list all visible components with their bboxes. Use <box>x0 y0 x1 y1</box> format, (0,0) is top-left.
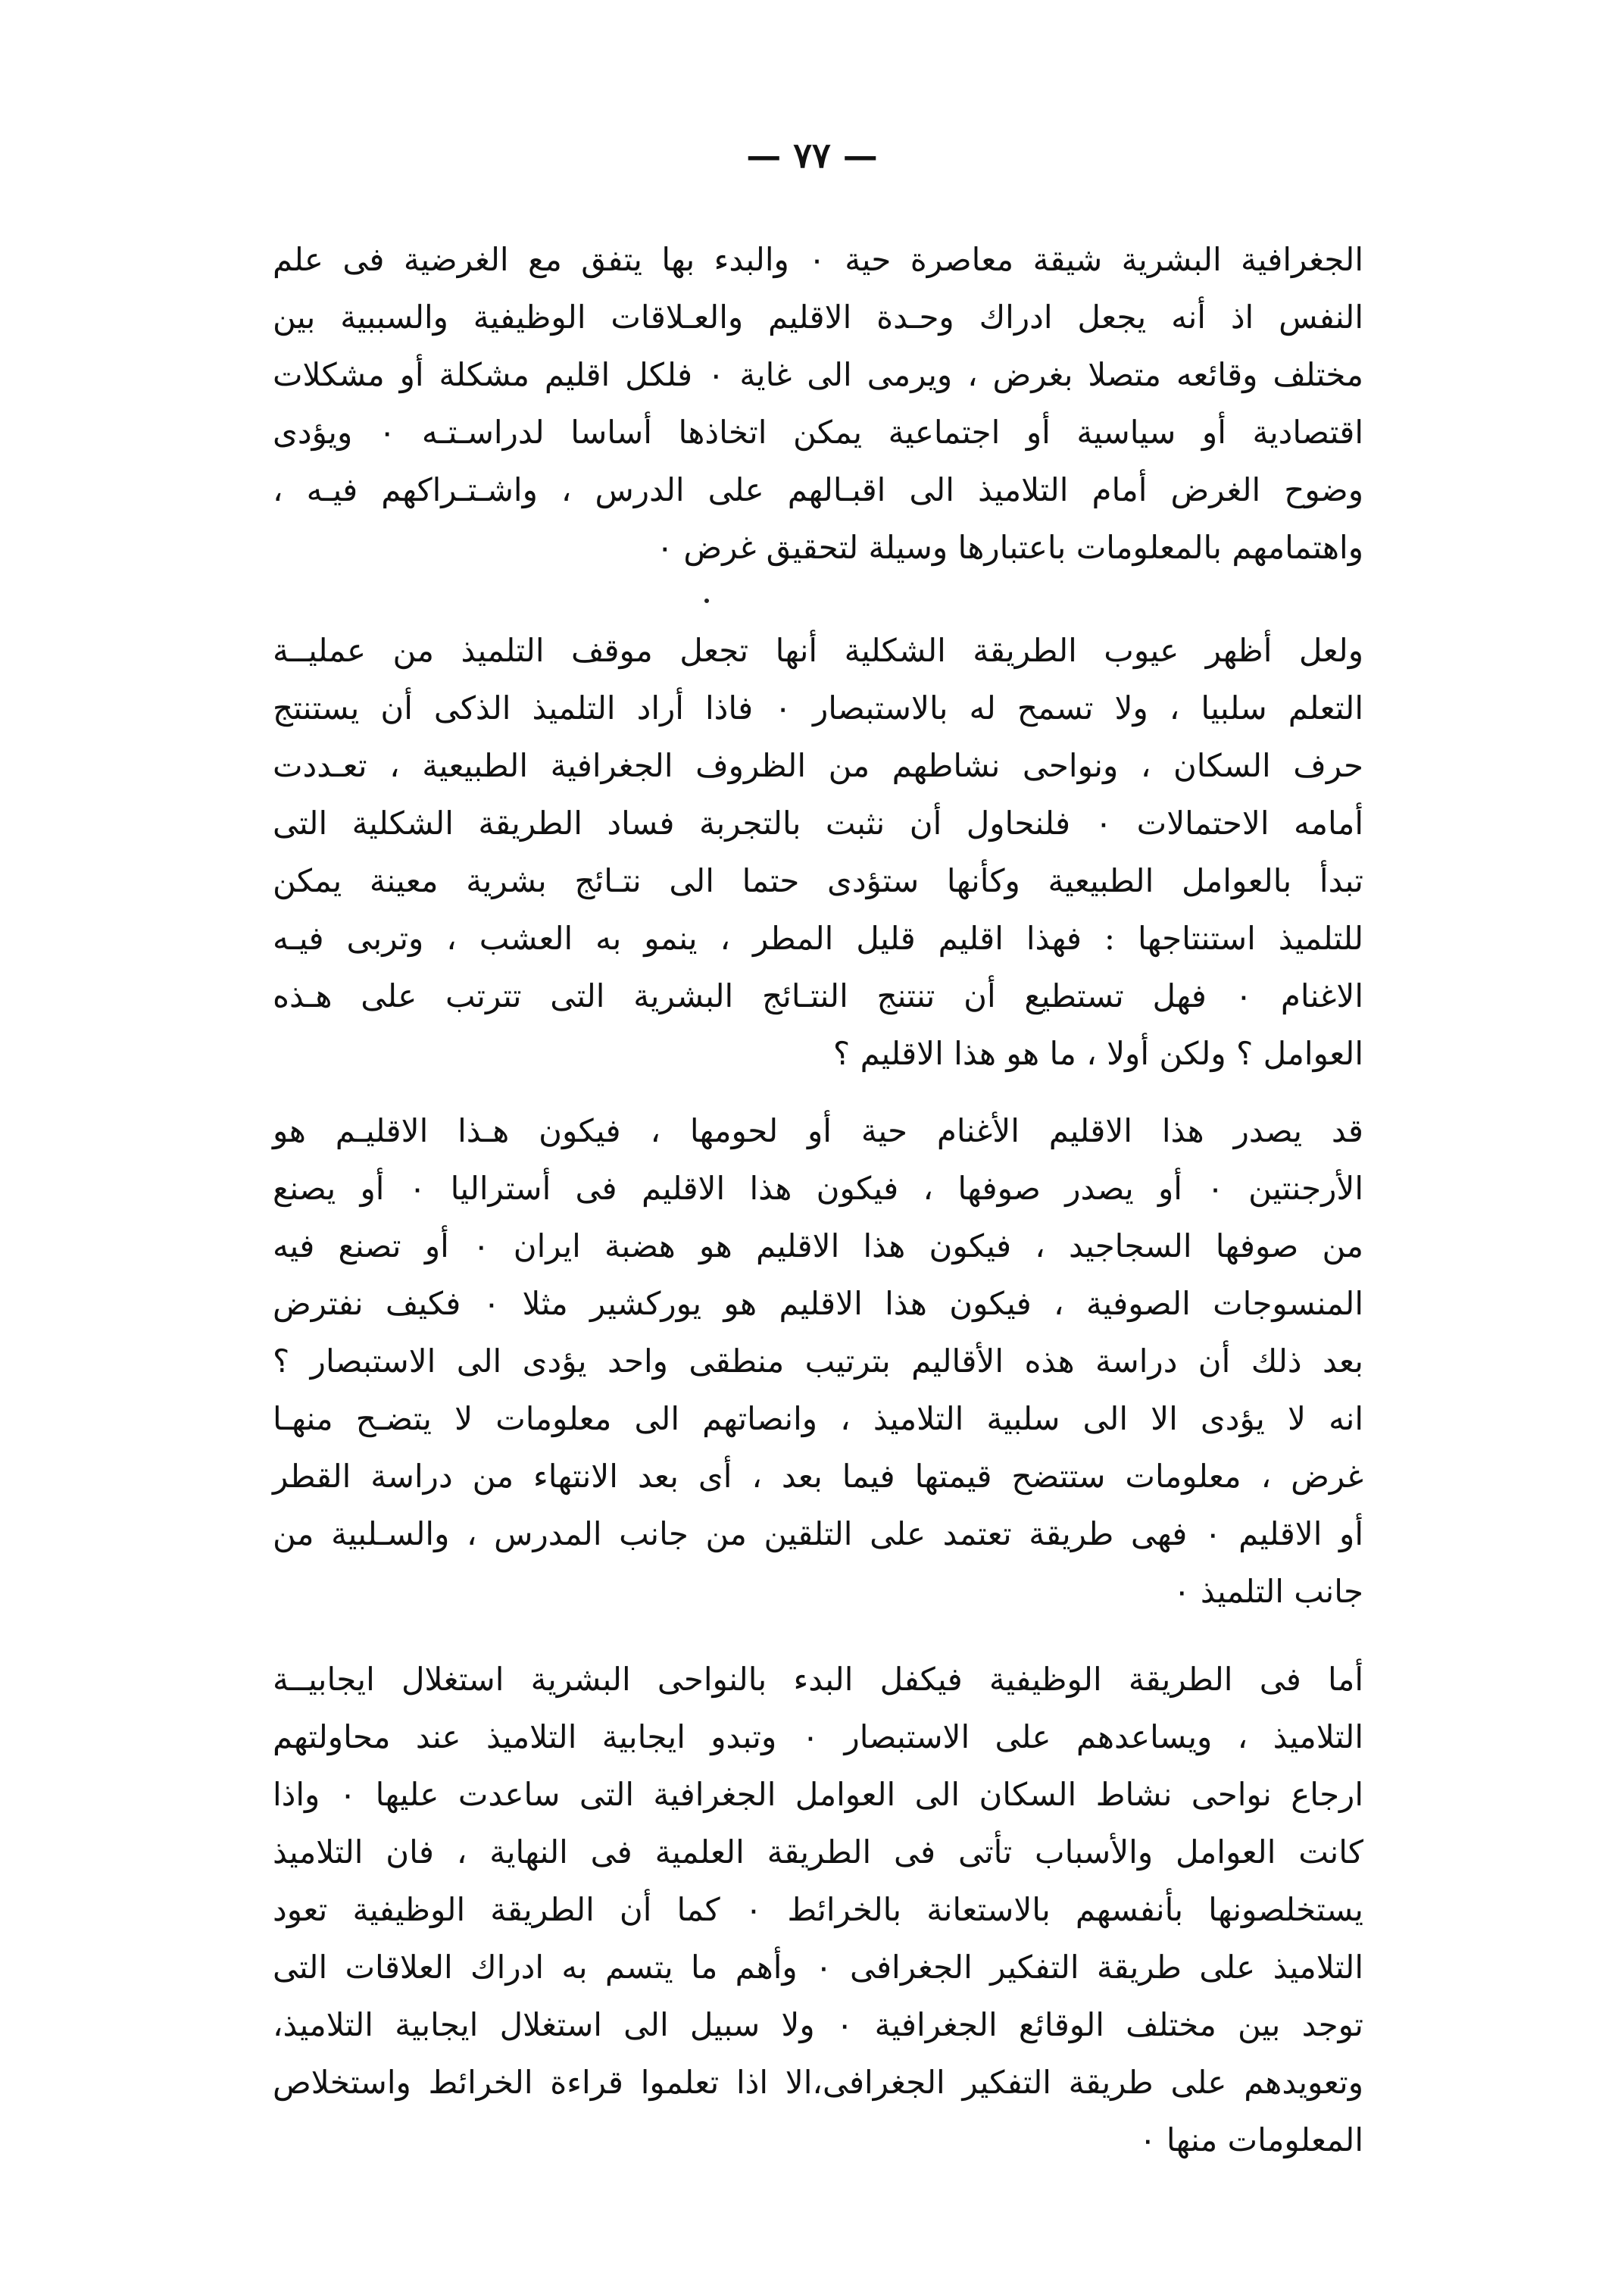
paragraph-line: أما فى الطريقة الوظيفية فيكفل البدء بالنواحى البشرية استغلال ايجابيــة <box>273 1661 1363 1698</box>
paragraph-line: التلاميذ ، ويساعدهم على الاستبصار ٠ وتبدو ايجابية التلاميذ عند محاولتهم <box>273 1718 1363 1755</box>
paragraph-line: تبدأ بالعوامل الطبيعية وكأنها ستؤدى حتما الى نتـائج بشرية معينة يمكن <box>273 862 1363 899</box>
paragraph-line: المنسوجات الصوفية ، فيكون هذا الاقليم هو يوركشير مثلا ٠ فكيف نفترض <box>273 1285 1363 1322</box>
paragraph-line: كانت العوامل والأسباب تأتى فى الطريقة العلمية فى النهاية ، فان التلاميذ <box>273 1833 1363 1871</box>
paragraph-line: جانب التلميذ ٠ <box>1173 1573 1363 1610</box>
paragraph-line: مختلف وقائعه متصلا بغرض ، ويرمى الى غاية ٠ فلكل اقليم مشكلة أو مشكلات <box>273 356 1363 393</box>
paragraph-line: واهتمامهم بالمعلومات باعتبارها وسيلة لتحقيق غرض ٠ <box>656 529 1363 566</box>
page-number: — ٧٧ — <box>746 135 878 176</box>
paragraph-line: وتعويدهم على طريقة التفكير الجغرافى،الا اذا تعلموا قراءة الخرائط واستخلاص <box>273 2064 1363 2101</box>
paragraph-line: ارجاع نواحى نشاط السكان الى العوامل الجغرافية التى ساعدت عليها ٠ واذا <box>273 1776 1363 1813</box>
paragraph-line: الاغنام ٠ فهل تستطيع أن تنتنج النتـائج البشرية التى تترتب على هـذه <box>273 977 1363 1014</box>
paragraph-line: بعد ذلك أن دراسة هذه الأقاليم بترتيب منطقى واحد يؤدى الى الاستبصار ؟ <box>273 1342 1363 1380</box>
paragraph-4 <box>273 1661 1364 2182</box>
paragraph-line: وضوح الغرض أمام التلاميذ الى اقبـالهم على الدرس ، واشـتـراكهم فيـه ، <box>273 471 1363 508</box>
paragraph-line: النفس اذ أنه يجعل ادراك وحـدة الاقليم والعـلاقات الوظيفية والسببية بين <box>273 298 1364 336</box>
paragraph-line: ولعل أظهر عيوب الطريقة الشكلية أنها تجعل موقف التلميذ من عمليــة <box>273 632 1363 669</box>
paragraph-line: أو الاقليم ٠ فهى طريقة تعتمد على التلقين من جانب المدرس ، والسـلبية من <box>273 1515 1363 1552</box>
paragraph-3 <box>273 1112 1364 1633</box>
paragraph-line: المعلومات منها ٠ <box>1138 2121 1363 2158</box>
paragraph-line: حرف السكان ، ونواحى نشاطهم من الظروف الجغرافية الطبيعية ، تعـددت <box>273 747 1363 784</box>
paragraph-line: أمامه الاحتمالات ٠ فلنحاول أن نثبت بالتجربة فساد الطريقة الشكلية التى <box>273 805 1363 842</box>
paragraph-2 <box>273 632 1364 1095</box>
paragraph-line: العوامل ؟ ولكن أولا ، ما هو هذا الاقليم ؟ <box>832 1035 1363 1072</box>
paragraph-line: غرض ، معلومات ستتضح قيمتها فيما بعد ، أى بعد الانتهاء من دراسة القطر <box>273 1458 1363 1495</box>
paragraph-line: التلاميذ على طريقة التفكير الجغرافى ٠ وأهم ما يتسم به ادراك العلاقات التى <box>273 1949 1364 1986</box>
paragraph-line: التعلم سلبيا ، ولا تسمح له بالاستبصار ٠ فاذا أراد التلميذ الذكى أن يستنتج <box>273 689 1363 727</box>
paragraph-line: الجغرافية البشرية شيقة معاصرة حية ٠ والبدء بها يتفق مع الغرضية فى علم <box>273 241 1364 278</box>
paragraph-line: من صوفها السجاجيد ، فيكون هذا الاقليم هو هضبة ايران ٠ أو تصنع فيه <box>273 1227 1363 1264</box>
paragraph-line: يستخلصونها بأنفسهم بالاستعانة بالخرائط ٠ كما أن الطريقة الوظيفية تعود <box>273 1891 1363 1928</box>
paragraph-line: انه لا يؤدى الا الى سلبية التلاميذ ، وانصاتهم الى معلومات لا يتضـح منهـا <box>273 1400 1363 1437</box>
paragraph-line: توجد بين مختلف الوقائع الجغرافية ٠ ولا سبيل الى استغلال ايجابية التلاميذ، <box>273 2006 1363 2043</box>
paragraph-1 <box>273 241 1364 589</box>
paragraph-line: الأرجنتين ٠ أو يصدر صوفها ، فيكون هذا الاقليم فى أستراليا ٠ أو يصنع <box>273 1170 1364 1207</box>
paragraph-line: قد يصدر هذا الاقليم الأغنام حية أو لحومها ، فيكون هـذا الاقليـم هو <box>273 1112 1363 1149</box>
ink-dot <box>704 599 709 603</box>
paragraph-line: للتلميذ استنتاجها : فهذا اقليم قليل المطر ، ينمو به العشب ، وتربى فيـه <box>273 920 1364 957</box>
paragraph-line: اقتصادية أو سياسية أو اجتماعية يمكن اتخاذها أساسا لدراسـتـه ٠ ويؤدى <box>273 414 1363 451</box>
